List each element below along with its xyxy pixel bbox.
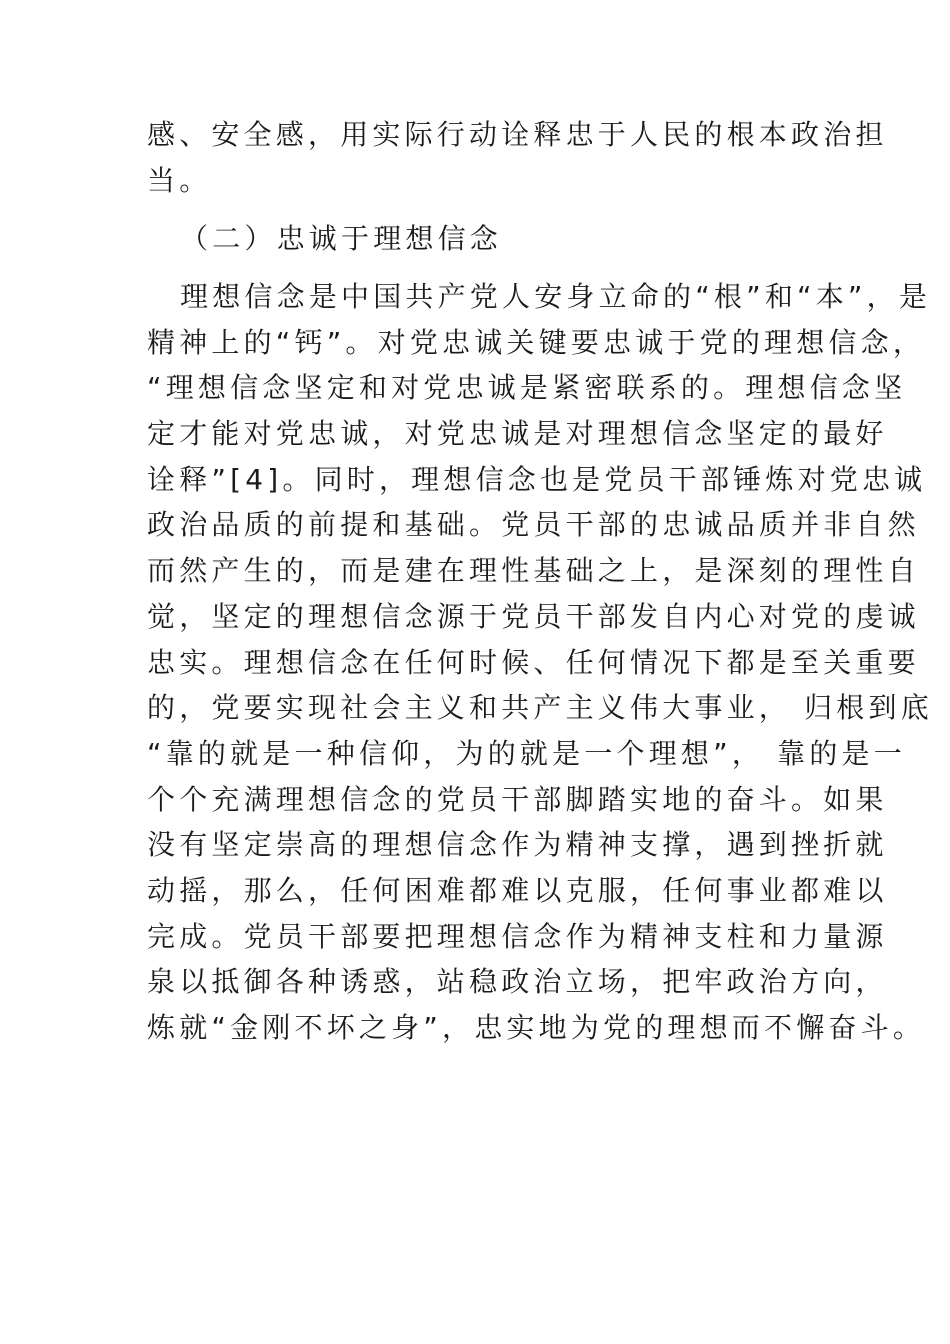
paragraph-line: 而然产生的，而是建在理性基础之上，是深刻的理性自 xyxy=(147,554,920,587)
paragraph-line: 政治品质的前提和基础。党员干部的忠诚品质并非自然 xyxy=(147,508,920,541)
paragraph-line: 诠释”[4]。同时，理想信念也是党员干部锤炼对党忠诚 xyxy=(147,463,927,496)
paragraph-line: 完成。党员干部要把理想信念作为精神支柱和力量源 xyxy=(147,920,888,953)
paragraph-line: 精神上的“钙”。对党忠诚关键要忠诚于党的理想信念， xyxy=(147,326,926,359)
paragraph-line: “靠的就是一种信仰，为的就是一个理想”， 靠的是一 xyxy=(147,737,906,770)
paragraph-line: 个个充满理想信念的党员干部脚踏实地的奋斗。如果 xyxy=(147,783,888,816)
paragraph-line: 感、安全感，用实际行动诠释忠于人民的根本政治担 xyxy=(147,118,888,151)
paragraph-line: 的，党要实现社会主义和共产主义伟大事业， 归根到底 xyxy=(147,691,933,724)
paragraph-line: 定才能对党忠诚，对党忠诚是对理想信念坚定的最好 xyxy=(147,417,888,450)
paragraph-line: 忠实。理想信念在任何时候、任何情况下都是至关重要 xyxy=(147,646,920,679)
paragraph-line: 当。 xyxy=(147,164,212,197)
paragraph-line: 炼就“金刚不坏之身”，忠实地为党的理想而不懈奋斗。 xyxy=(147,1011,926,1044)
paragraph-line: “理想信念坚定和对党忠诚是紧密联系的。理想信念坚 xyxy=(147,371,907,404)
paragraph-line: 泉以抵御各种诱惑，站稳政治立场，把牢政治方向， xyxy=(147,965,888,998)
paragraph-line: 动摇，那么，任何困难都难以克服，任何事业都难以 xyxy=(147,874,888,907)
paragraph-line: 理想信念是中国共产党人安身立命的“根”和“本”，是 xyxy=(180,280,932,313)
paragraph-line: 觉，坚定的理想信念源于党员干部发自内心对党的虔诚 xyxy=(147,600,920,633)
paragraph-line: 没有坚定崇高的理想信念作为精神支撑，遇到挫折就 xyxy=(147,828,888,861)
section-heading: （二）忠诚于理想信念 xyxy=(180,222,503,255)
